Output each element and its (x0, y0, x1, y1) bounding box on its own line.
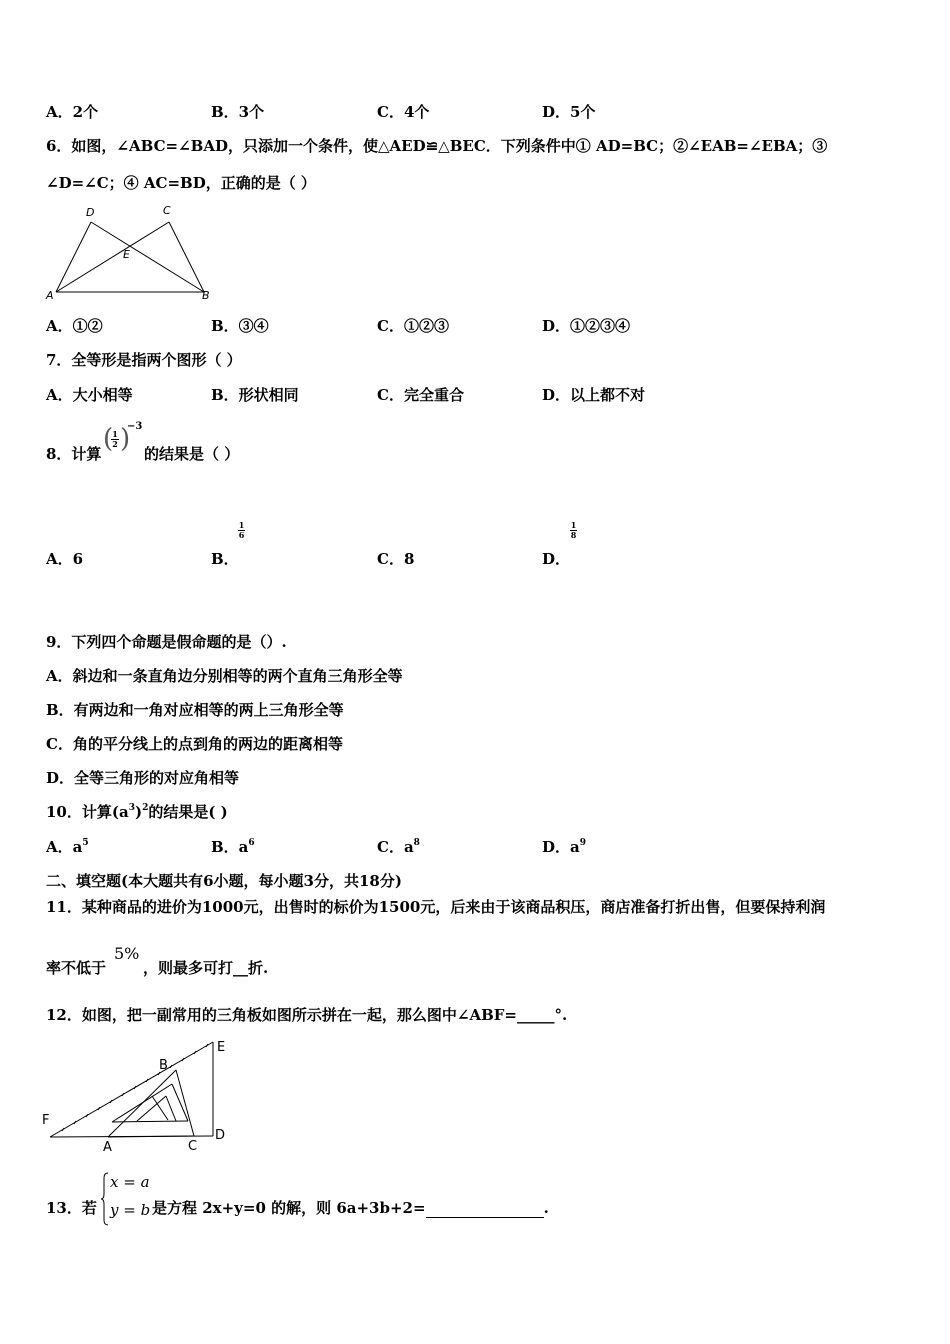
q6-stem-line2: ∠D=∠C；④ AC=BD，正确的是（ ） (46, 174, 316, 192)
q13-eq1: x = a (110, 1173, 150, 1191)
q8-option-a: A．6 (46, 550, 84, 568)
q13-brace-icon (100, 1172, 110, 1226)
q7-option-d: D．以上都不对 (542, 386, 646, 404)
q8-d-denominator: 8 (570, 530, 577, 540)
q9-option-b: B．有两边和一角对应相等的两上三角形全等 (46, 701, 344, 719)
q9-option-d: D．全等三角形的对应角相等 (46, 769, 240, 787)
q10-stem-mid: ) (134, 803, 143, 821)
q12-stem: 12．如图，把一副常用的三角板如图所示拼在一起，那么图中∠ABF=_____°. (46, 1006, 568, 1024)
q8-stem-suffix: 的结果是（ ） (144, 445, 240, 463)
q10-option-d (542, 837, 586, 857)
q6-option-c: C．①②③ (377, 317, 449, 335)
q10-option-c-label: C．a (377, 838, 414, 856)
q5-option-d: D．5个 (542, 103, 596, 121)
q7-option-a: A．大小相等 (46, 386, 133, 404)
q11-percent: 5% (114, 944, 140, 963)
q8-option-d: D． (542, 550, 571, 568)
q10-outer-exponent: 2 (142, 803, 149, 813)
q10-option-b-exp: 6 (248, 838, 255, 848)
q10-option-b-label: B．a (211, 838, 249, 856)
q5-option-c: C．4个 (377, 103, 430, 121)
q6-figure (42, 202, 217, 302)
q10-stem-prefix: 10．计算(a (46, 803, 129, 821)
q6-label-c: C (163, 204, 171, 217)
q8-expression: ( 1 2 ) −3 (103, 421, 143, 454)
q8-b-numerator: 1 (238, 520, 245, 530)
section2-title: 二、填空题(本大题共有6小题，每小题3分，共18分) (46, 872, 402, 890)
q13-answer-blank (426, 1201, 544, 1218)
q6-option-a: A．①② (46, 317, 103, 335)
q7-option-c: C．完全重合 (377, 386, 464, 404)
q13-stem (152, 1198, 549, 1218)
q10-option-c-exp: 8 (413, 838, 420, 848)
q12-label-d: D (215, 1128, 226, 1143)
q13-prefix: 13．若 (46, 1199, 97, 1217)
q8-option-d-fraction (569, 521, 578, 540)
q7-option-b: B．形状相同 (211, 386, 299, 404)
q12-label-f: F (42, 1113, 50, 1128)
q10-inner-exponent: 3 (128, 803, 135, 813)
q7-stem: 7．全等形是指两个图形（ ） (46, 351, 242, 369)
q8-option-c: C．8 (377, 550, 415, 568)
q11-line2-prefix: 率不低于 (46, 959, 107, 977)
q13-suffix: 是方程 2x+y=0 的解，则 6a+3b+2= (152, 1199, 426, 1217)
q11-line2-suffix: ，则最多可打__折. (143, 959, 269, 977)
q10-option-c (377, 837, 420, 857)
q5-option-a: A．2个 (46, 103, 99, 121)
q8-option-b-fraction (237, 521, 246, 540)
q12-label-c: C (188, 1139, 198, 1154)
q13-system (100, 1170, 152, 1228)
q13-end: . (543, 1199, 549, 1217)
q8-d-numerator: 1 (570, 520, 577, 530)
q10-option-a (46, 837, 89, 857)
q12-figure (42, 1036, 237, 1156)
q10-option-b (211, 837, 255, 857)
q12-label-e: E (217, 1040, 226, 1055)
q10-option-a-exp: 5 (82, 838, 89, 848)
q6-label-a: A (46, 289, 54, 302)
q6-option-d: D．①②③④ (542, 317, 631, 335)
q8-stem-prefix: 8．计算 (46, 445, 102, 463)
q9-option-c: C．角的平分线上的点到角的两边的距离相等 (46, 735, 343, 753)
q10-stem-suffix: 的结果是( ) (148, 803, 228, 821)
q6-label-e: E (123, 248, 130, 261)
q10-stem (46, 802, 228, 822)
q8-b-denominator: 6 (238, 530, 245, 540)
q10-option-d-label: D．a (542, 838, 580, 856)
q12-label-b: B (159, 1058, 168, 1073)
q10-option-a-label: A．a (46, 838, 83, 856)
q8-option-b: B． (211, 550, 239, 568)
q8-expr-numerator: 1 (112, 429, 118, 439)
q9-option-a: A．斜边和一条直角边分别相等的两个直角三角形全等 (46, 667, 403, 685)
q11-line1: 11．某种商品的进价为1000元，出售时的标价为1500元，后来由于该商品积压，商店准备打折出售，但要保持利润 (46, 898, 826, 916)
q6-option-b: B．③④ (211, 317, 269, 335)
q6-label-d: D (86, 206, 95, 219)
q10-option-d-exp: 9 (579, 838, 586, 848)
q5-option-b: B．3个 (211, 103, 265, 121)
q13-eq2: y = b (110, 1201, 151, 1219)
q6-label-b: B (202, 289, 210, 302)
q8-expr-denominator: 2 (112, 439, 118, 449)
q12-label-a: A (103, 1140, 112, 1155)
q8-expr-exponent: −3 (127, 421, 143, 432)
q6-stem-line1: 6．如图，∠ABC=∠BAD，只添加一个条件，使△AED≌△BEC．下列条件中① AD=BC；②∠EAB=∠EBA；③ (46, 137, 828, 155)
q9-stem: 9．下列四个命题是假命题的是（）. (46, 633, 287, 651)
